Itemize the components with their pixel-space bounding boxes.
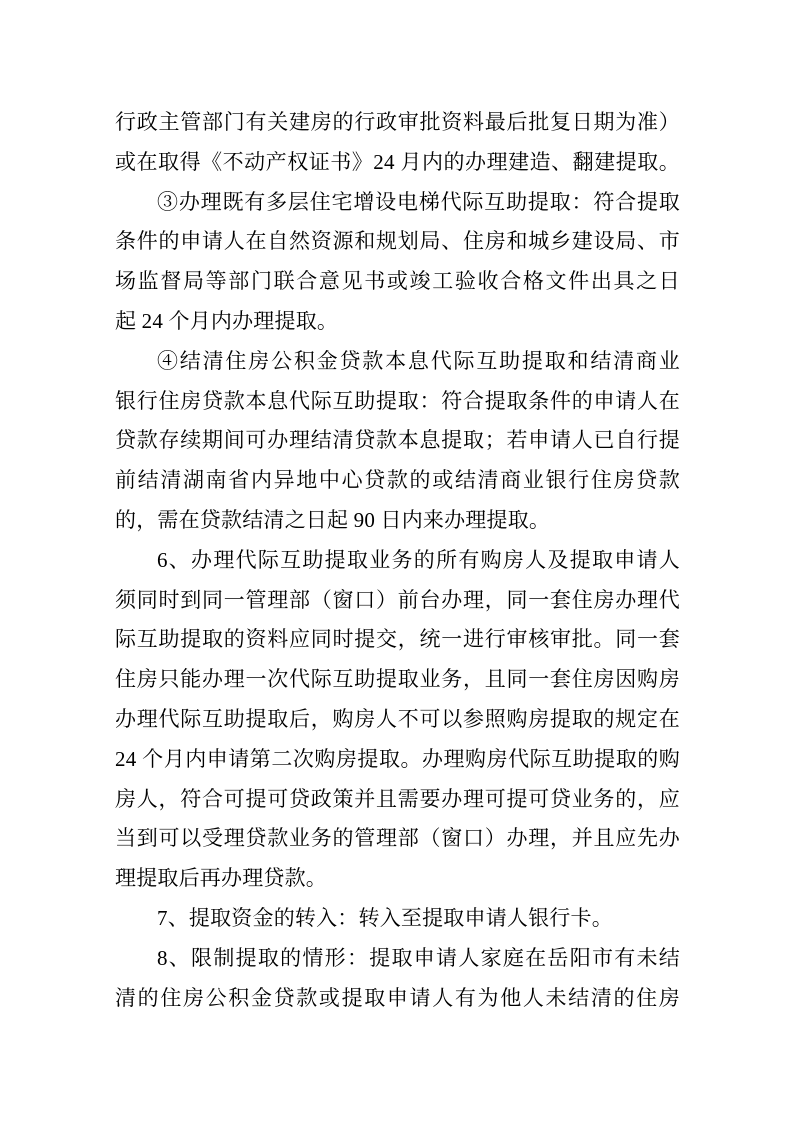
text-line: 前结清湖南省内异地中心贷款的或结清商业银行住房贷款 (115, 468, 680, 493)
text-line: 7、提取资金的转入：转入至提取申请人银行卡。 (157, 905, 613, 930)
text-line: 或在取得《不动产权证书》24 月内的办理建造、翻建提取。 (115, 149, 680, 174)
text-line: 房人，符合可提可贷政策并且需要办理可提可贷业务的，应 (115, 786, 680, 811)
text-line: 的，需在贷款结清之日起 90 日内来办理提取。 (115, 507, 551, 532)
text-line: 住房只能办理一次代际互助提取业务，且同一套住房因购房 (115, 667, 680, 692)
text-line: 8、限制提取的情形：提取申请人家庭在岳阳市有未结 (157, 945, 680, 970)
text-line: 须同时到同一管理部（窗口）前台办理，同一套住房办理代 (115, 587, 680, 612)
text-line: 6、办理代际互助提取业务的所有购房人及提取申请人 (157, 547, 680, 572)
text-line: 理提取后再办理贷款。 (115, 866, 327, 891)
text-line: 际互助提取的资料应同时提交，统一进行审核审批。同一套 (115, 627, 680, 652)
text-line: 24 个月内申请第二次购房提取。办理购房代际互助提取的购 (115, 746, 680, 771)
text-line: 行政主管部门有关建房的行政审批资料最后批复日期为准） (115, 110, 680, 134)
text-line: 办理代际互助提取后，购房人不可以参照购房提取的规定在 (115, 706, 680, 731)
text-line: ④结清住房公积金贷款本息代际互助提取和结清商业 (157, 348, 680, 373)
text-line: 场监督局等部门联合意见书或竣工验收合格文件出具之日 (115, 269, 680, 294)
text-line: 银行住房贷款本息代际互助提取：符合提取条件的申请人在 (115, 388, 680, 413)
text-line: 起 24 个月内办理提取。 (115, 308, 339, 333)
text-line: 清的住房公积金贷款或提取申请人有为他人未结清的住房 (115, 985, 680, 1010)
text-line: 条件的申请人在自然资源和规划局、住房和城乡建设局、市 (115, 229, 680, 254)
text-line: ③办理既有多层住宅增设电梯代际互助提取：符合提取 (157, 189, 680, 214)
text-line: 当到可以受理贷款业务的管理部（窗口）办理，并且应先办 (115, 826, 680, 851)
document-text-block (115, 103, 680, 1018)
text-line: 贷款存续期间可办理结清贷款本息提取；若申请人已自行提 (115, 428, 680, 453)
